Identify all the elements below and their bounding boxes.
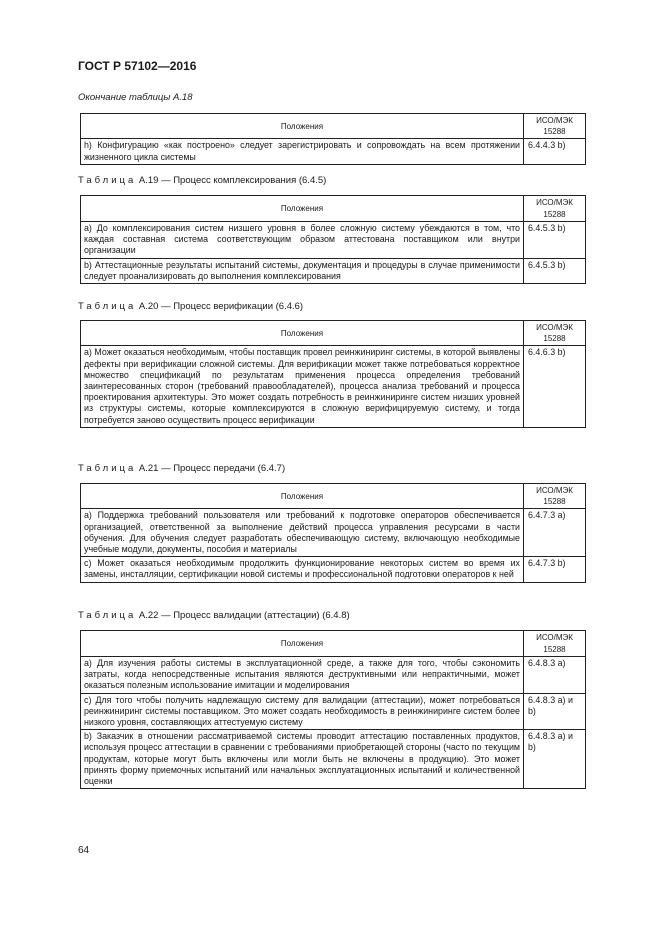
- document-header: ГОСТ Р 57102—2016: [78, 59, 197, 73]
- row-text: a) Поддержка требований пользователя или требований к подготовке операторов обеспечивается организацией, ответственной за выполнение действий процесса управления ресурсами в части обучения. Для обучения следует разработать обеспечивающую систему, включающую необходимые учебные модули, документы, пособия и материалы: [81, 509, 524, 557]
- table-caption-a22: Таблица А.22 — Процесс валидации (аттестации) (6.4.8): [78, 610, 350, 621]
- column-header-provisions: Положения: [81, 114, 524, 139]
- column-header-provisions: Положения: [81, 196, 524, 222]
- column-header-provisions: Положения: [81, 484, 524, 509]
- row-reference: 6.4.8.3 a) и b): [524, 730, 586, 789]
- row-reference: 6.4.8.3 a): [524, 657, 586, 694]
- row-text: a) До комплексирования систем низшего уровня в более сложную систему убеждаются в том, что каждая составная система соответствующим образом аттестована поставщиком или внутри организации: [81, 222, 524, 259]
- row-reference: 6.4.6.3 b): [524, 346, 586, 427]
- row-text: b) Заказчик в отношении рассматриваемой системы проводит аттестацию поставленных продуктов, используя процесс аттестации в сравнении с требованиями приобретающей стороны (часто по текущим продуктам, которые могут быть включены или могли быть не включены в продукцию). Это может принять форму приемочных испытаний или начальных эксплуатационных испытаний и количественной оценки: [81, 730, 524, 789]
- table-row: [81, 222, 586, 259]
- row-text: a) Для изучения работы системы в эксплуатационной среде, а также для того, чтобы сэкономить затраты, когда непосредственные испытания являются деструктивными или непрактичными, может оказаться полезным использование имитации и моделирования: [81, 657, 524, 694]
- table-a20: [80, 320, 586, 428]
- column-header-provisions: Положения: [81, 631, 524, 657]
- column-header-provisions: Положения: [81, 321, 524, 346]
- table-row: [81, 693, 586, 730]
- column-header-iso: ИСО/МЭК 15288: [524, 484, 586, 509]
- row-reference: 6.4.5.3 b): [524, 222, 586, 259]
- row-text: c) Для того чтобы получить надлежащую систему для валидации (аттестации), может потребоваться реинжиниринг системы поставщиком. Это может создать необходимость в реинжиниринге систем более низкого уровня, составляющих аттестуемую систему: [81, 693, 524, 730]
- row-reference: 6.4.5.3 b): [524, 258, 586, 283]
- table-row: [81, 509, 586, 557]
- table-row: [81, 730, 586, 789]
- table-row: [81, 557, 586, 582]
- table-a21: [80, 483, 586, 583]
- table-caption-a20: Таблица А.20 — Процесс верификации (6.4.6): [78, 301, 304, 312]
- column-header-iso: ИСО/МЭК 15288: [524, 196, 586, 222]
- table-a19: [80, 195, 586, 284]
- table-a18: [80, 113, 586, 165]
- table-caption-a19: Таблица А.19 — Процесс комплексирования (6.4.5): [78, 175, 327, 186]
- row-text: b) Аттестационные результаты испытаний системы, документация и процедуры в случае применимости следует проанализировать до выполнения комплексирования: [81, 258, 524, 283]
- column-header-iso: ИСО/МЭК 15288: [524, 631, 586, 657]
- column-header-iso: ИСО/МЭК 15288: [524, 321, 586, 346]
- table-row: [81, 139, 586, 164]
- table-continuation-note: Окончание таблицы А.18: [78, 92, 193, 103]
- row-text: c) Может оказаться необходимым продолжить функционирование некоторых систем во время их замены, инсталляции, сертификации новой системы и профессиональной подготовки операторов к ней: [81, 557, 524, 582]
- page-number: 64: [78, 845, 90, 856]
- table-caption-a21: Таблица А.21 — Процесс передачи (6.4.7): [78, 463, 286, 474]
- table-row: [81, 258, 586, 283]
- row-text: h) Конфигурацию «как построено» следует зарегистрировать и сопровождать на всем протяжении жизненного цикла системы: [81, 139, 524, 164]
- table-row: [81, 346, 586, 427]
- row-reference: 6.4.7.3 b): [524, 557, 586, 582]
- table-row: [81, 657, 586, 694]
- row-reference: 6.4.7.3 a): [524, 509, 586, 557]
- table-a22: [80, 630, 586, 789]
- row-reference: 6.4.4.3 b): [524, 139, 586, 164]
- column-header-iso: ИСО/МЭК 15288: [524, 114, 586, 139]
- row-reference: 6.4.8.3 a) и b): [524, 693, 586, 730]
- row-text: a) Может оказаться необходимым, чтобы поставщик провел реинжиниринг системы, в которой выявлены дефекты при верификации сложной системы. Для верификации может также потребоваться корректное множество спецификаций по результатам применения процесса определения требований заинтересованных сторон (требований правообладателей), процесса анализа требований и процесса проектирования архитектуры. Это может создать потребность в реинжиниринге систем низших уровней из структуры системы, которые комплексируются в сложную верифицируемую систему, и тогда потребуется заново осуществить процесс верификации: [81, 346, 524, 427]
